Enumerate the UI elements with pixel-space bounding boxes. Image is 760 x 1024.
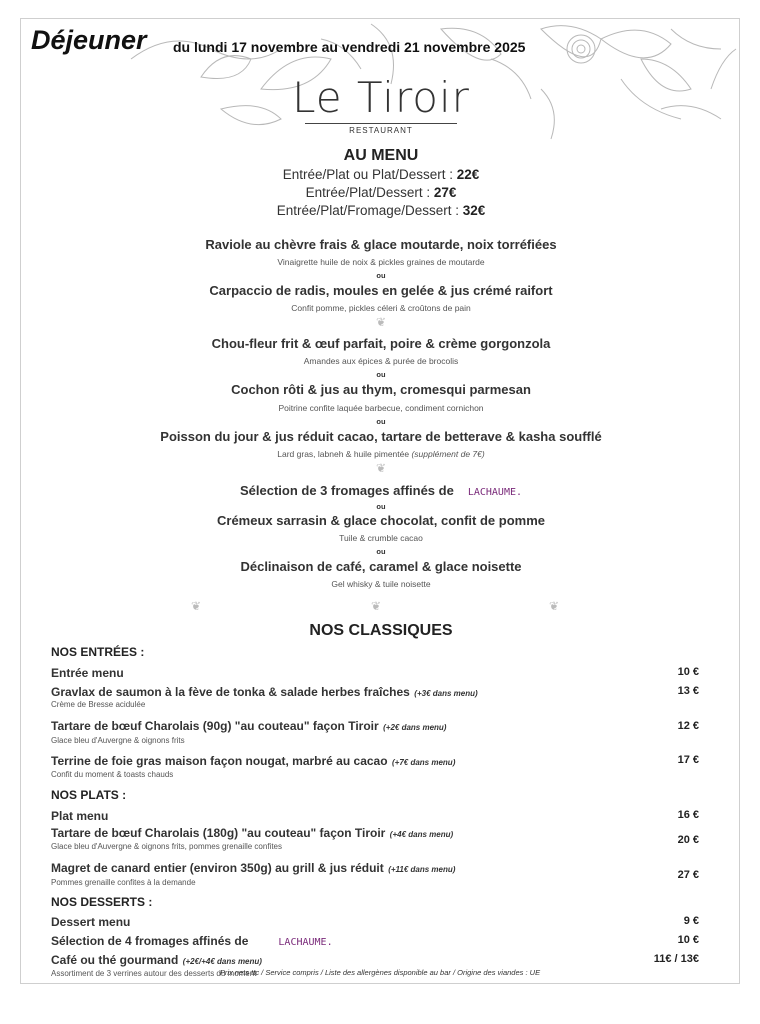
- classic-item-price: 13 €: [677, 685, 699, 697]
- menu-cheese-dish: [21, 483, 741, 498]
- formula-price: 22€: [456, 167, 480, 182]
- supplement-note: (supplément de 7€): [411, 449, 485, 459]
- menu-dish-description: Amandes aux épices & purée de brocolis: [303, 356, 459, 366]
- dish-description-text: Lard gras, labneh & huile pimentée: [277, 449, 412, 459]
- or-separator: ou: [376, 502, 386, 511]
- menu-supplement: (+4€ dans menu): [389, 830, 454, 839]
- menu-supplement: (+2€/+4€ dans menu): [182, 957, 262, 966]
- menu-dish: Carpaccio de radis, moules en gelée & jus crémé raifort: [209, 283, 553, 298]
- classic-item-description: Glace bleu d'Auvergne & oignons frits, pommes grenaille confites: [51, 842, 282, 851]
- classic-item: [51, 859, 701, 877]
- cheese-dish-name: Sélection de 3 fromages affinés de: [239, 483, 454, 498]
- menu-dish: Déclinaison de café, caramel & glace noisette: [240, 559, 522, 574]
- category-title-desserts: NOS DESSERTS :: [51, 895, 153, 909]
- menu-dish-description: Vinaigrette huile de noix & pickles graines de moutarde: [277, 257, 485, 267]
- flower-sprig-icon: ❦: [191, 599, 202, 613]
- lachaume-brand: LACHAUME.: [278, 937, 333, 948]
- classic-item-name: Sélection de 4 fromages affinés de: [51, 934, 249, 948]
- classic-item-price: 9 €: [683, 915, 699, 927]
- restaurant-subtitle: RESTAURANT: [349, 126, 413, 135]
- menu-dish-description: Confit pomme, pickles céleri & croûtons de pain: [291, 303, 471, 313]
- menu-dish-description: Poitrine confite laquée barbecue, condiment cornichon: [278, 403, 484, 413]
- menu-dates: du lundi 17 novembre au vendredi 21 novembre 2025: [173, 39, 526, 55]
- flower-sprig-icon: ❦: [375, 461, 387, 475]
- formula-line: [21, 203, 741, 218]
- classic-item-description: Pommes grenaille confites à la demande: [51, 878, 196, 887]
- flower-sprig-icon: ❦: [549, 599, 560, 613]
- classic-item-price: 17 €: [677, 754, 699, 766]
- classic-item-price: 20 €: [677, 834, 699, 846]
- restaurant-name: Le Tiroir: [292, 73, 470, 122]
- classic-item-description: Confit du moment & toasts chauds: [51, 770, 174, 779]
- footer-note: Prix nets ttc / Service compris / Liste des allergènes disponible au bar / Origine des viandes : UE: [219, 968, 541, 977]
- menu-supplement: (+3€ dans menu): [414, 689, 478, 698]
- menu-dish: Raviole au chèvre frais & glace moutarde, noix torréfiées: [205, 237, 557, 252]
- lunch-title: Déjeuner: [31, 25, 147, 55]
- menu-dish: Crémeux sarrasin & glace chocolat, confit de pomme: [217, 513, 545, 528]
- formula-label: Entrée/Plat/Fromage/Dessert :: [276, 203, 463, 218]
- classic-item-name: Magret de canard entier (environ 350g) au grill & jus réduit: [51, 861, 384, 875]
- menu-supplement: (+2€ dans menu): [383, 723, 447, 732]
- lachaume-brand: LACHAUME.: [467, 487, 523, 498]
- or-separator: ou: [376, 547, 386, 556]
- au-menu-title: AU MENU: [343, 147, 419, 164]
- flower-sprig-icon: ❦: [371, 599, 382, 613]
- classic-item-price: 16 €: [677, 809, 699, 821]
- or-separator: ou: [376, 417, 386, 426]
- classic-item: [51, 951, 701, 969]
- classic-item: [51, 824, 701, 842]
- classic-item-description: Assortiment de 3 verrines autour des desserts du moment: [51, 969, 257, 978]
- classic-item-name: Café ou thé gourmand: [51, 953, 179, 967]
- formula-label: Entrée/Plat ou Plat/Dessert :: [282, 167, 457, 182]
- classic-item: [51, 932, 701, 950]
- classic-item: [51, 717, 701, 735]
- nos-classiques-title: NOS CLASSIQUES: [309, 622, 453, 639]
- or-separator: ou: [376, 271, 386, 280]
- classic-item-name: Tartare de bœuf Charolais (90g) "au couteau" façon Tiroir: [51, 719, 379, 733]
- formula-label: Entrée/Plat/Dessert :: [305, 185, 434, 200]
- classic-item-price: 10 €: [677, 666, 699, 678]
- classic-item-name: Dessert menu: [51, 915, 131, 929]
- restaurant-logo: [21, 73, 741, 135]
- menu-dish: Poisson du jour & jus réduit cacao, tartare de betterave & kasha soufflé: [160, 429, 602, 444]
- classic-item-name: Tartare de bœuf Charolais (180g) "au couteau" façon Tiroir: [51, 826, 386, 840]
- classic-item-name: Gravlax de saumon à la fève de tonka & salade herbes fraîches: [51, 685, 410, 699]
- menu-dish-description: Tuile & crumble cacao: [339, 533, 423, 543]
- classic-item-price: 12 €: [677, 720, 699, 732]
- flower-sprig-icon: ❦: [375, 315, 387, 329]
- menu-dish: Cochon rôti & jus au thym, cromesqui parmesan: [231, 382, 531, 397]
- classic-item-name: Plat menu: [51, 809, 109, 823]
- formula-price: 27€: [433, 185, 457, 200]
- category-title-entrees: NOS ENTRÉES :: [51, 645, 145, 659]
- classic-item: [51, 913, 701, 931]
- or-separator: ou: [376, 370, 386, 379]
- menu-dish-description: Gel whisky & tuile noisette: [331, 579, 431, 589]
- menu-page: [20, 18, 740, 984]
- formula-line: [21, 185, 741, 200]
- classic-item: [51, 683, 701, 701]
- menu-dish: Chou-fleur frit & œuf parfait, poire & crème gorgonzola: [211, 336, 551, 351]
- menu-supplement: (+7€ dans menu): [392, 758, 456, 767]
- classic-item-description: Glace bleu d'Auvergne & oignons frits: [51, 736, 185, 745]
- classic-item-price: 11€ / 13€: [653, 953, 699, 965]
- classic-item: [51, 807, 701, 825]
- logo-divider: [305, 123, 457, 124]
- classic-item-price: 10 €: [677, 934, 699, 946]
- category-title-plats: NOS PLATS :: [51, 788, 127, 802]
- formula-price: 32€: [462, 203, 486, 218]
- formula-line: [21, 167, 741, 182]
- classic-item-description: Crème de Bresse acidulée: [51, 700, 146, 709]
- classic-item: [51, 664, 701, 682]
- classic-item-name: Terrine de foie gras maison façon nougat, marbré au cacao: [51, 754, 388, 768]
- classic-item-name: Entrée menu: [51, 666, 124, 680]
- menu-supplement: (+11€ dans menu): [388, 865, 456, 874]
- classic-item-price: 27 €: [677, 869, 699, 881]
- menu-dish-description: [21, 449, 741, 459]
- classic-item: [51, 752, 701, 770]
